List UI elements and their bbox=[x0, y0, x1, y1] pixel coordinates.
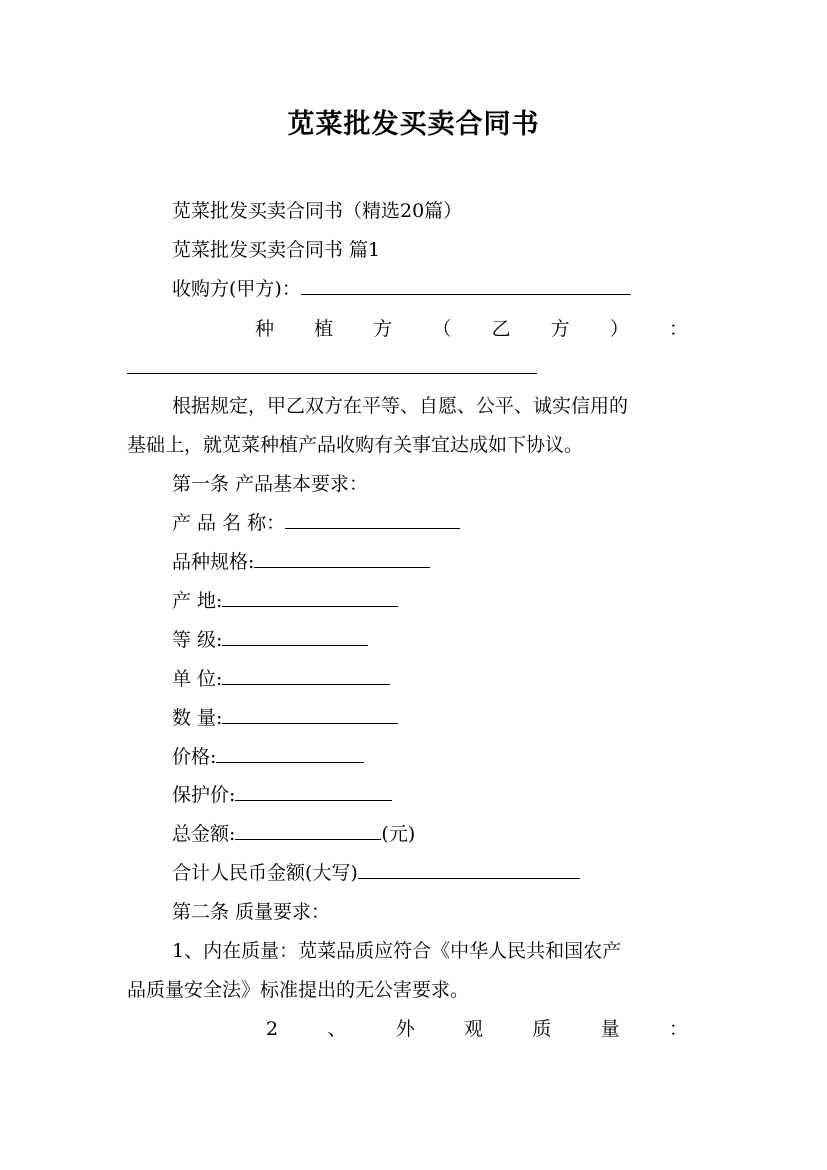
grower-char: 方 bbox=[373, 318, 393, 340]
grower-char: 方 bbox=[550, 318, 570, 340]
document-title: 苋菜批发买卖合同书 bbox=[287, 109, 540, 140]
field-suffix: (元) bbox=[381, 823, 416, 845]
field-label: 品种规格: bbox=[172, 551, 255, 573]
intro-line-2: 基础上，就苋菜种植产品收购有关事宜达成如下协议。 bbox=[127, 434, 584, 456]
appearance-char: ： bbox=[668, 1018, 688, 1040]
intro-line-1: 根据规定，甲乙双方在平等、自愿、公平、诚实信用的 bbox=[172, 395, 629, 417]
article-one-heading: 第一条 产品基本要求： bbox=[172, 473, 369, 495]
buyer-label: 收购方(甲方)： bbox=[172, 278, 301, 300]
field-label: 等 级: bbox=[172, 629, 223, 651]
appearance-char: 2 bbox=[266, 1018, 279, 1040]
field-spec bbox=[172, 549, 430, 575]
field-blank bbox=[222, 627, 368, 646]
article-two-heading: 第二条 质量要求： bbox=[172, 901, 331, 923]
grower-char: 植 bbox=[314, 318, 334, 340]
field-label: 价格: bbox=[172, 746, 217, 768]
field-blank bbox=[358, 860, 580, 879]
field-blank bbox=[254, 549, 430, 568]
chapter-heading: 苋菜批发买卖合同书 篇1 bbox=[172, 239, 381, 261]
appearance-char: 量 bbox=[600, 1018, 620, 1040]
field-label: 数 量: bbox=[172, 707, 223, 729]
appearance-char: 、 bbox=[327, 1018, 347, 1040]
grower-line bbox=[255, 316, 688, 342]
field-blank bbox=[216, 744, 364, 763]
quality-line-1: 1、内在质量：苋菜品质应符合《中华人民共和国农产 bbox=[172, 940, 622, 962]
field-total bbox=[172, 821, 415, 847]
field-unit bbox=[172, 666, 390, 692]
grower-char: （ bbox=[432, 318, 452, 340]
field-price bbox=[172, 744, 364, 770]
field-label: 产 地: bbox=[172, 590, 223, 612]
field-blank bbox=[222, 666, 390, 685]
grower-blank bbox=[127, 373, 537, 374]
appearance-line bbox=[266, 1016, 688, 1042]
grower-char: ） bbox=[609, 318, 629, 340]
field-label: 合计人民币金额(大写) bbox=[172, 862, 358, 884]
field-blank bbox=[222, 705, 398, 724]
field-grade bbox=[172, 627, 368, 653]
buyer-blank bbox=[301, 276, 631, 295]
appearance-char: 外 bbox=[395, 1018, 415, 1040]
grower-char: ： bbox=[668, 318, 688, 340]
grower-char: 乙 bbox=[491, 318, 511, 340]
field-blank bbox=[235, 821, 381, 840]
quality-line-2: 品质量安全法》标准提出的无公害要求。 bbox=[127, 979, 470, 1001]
field-product-name bbox=[172, 510, 460, 536]
field-label: 保护价: bbox=[172, 784, 236, 806]
appearance-char: 观 bbox=[464, 1018, 484, 1040]
field-quantity bbox=[172, 705, 398, 731]
buyer-line bbox=[172, 276, 631, 302]
appearance-char: 质 bbox=[532, 1018, 552, 1040]
field-label: 总金额: bbox=[172, 823, 236, 845]
field-blank bbox=[235, 782, 392, 801]
subtitle-line: 苋菜批发买卖合同书（精选20篇） bbox=[172, 200, 463, 222]
grower-char: 种 bbox=[255, 318, 275, 340]
field-rmb-amount bbox=[172, 860, 580, 886]
field-blank bbox=[285, 510, 460, 529]
field-protect-price bbox=[172, 782, 392, 808]
field-blank bbox=[222, 588, 398, 607]
field-origin bbox=[172, 588, 398, 614]
field-label: 单 位: bbox=[172, 668, 223, 690]
field-label: 产 品 名 称： bbox=[172, 512, 286, 534]
